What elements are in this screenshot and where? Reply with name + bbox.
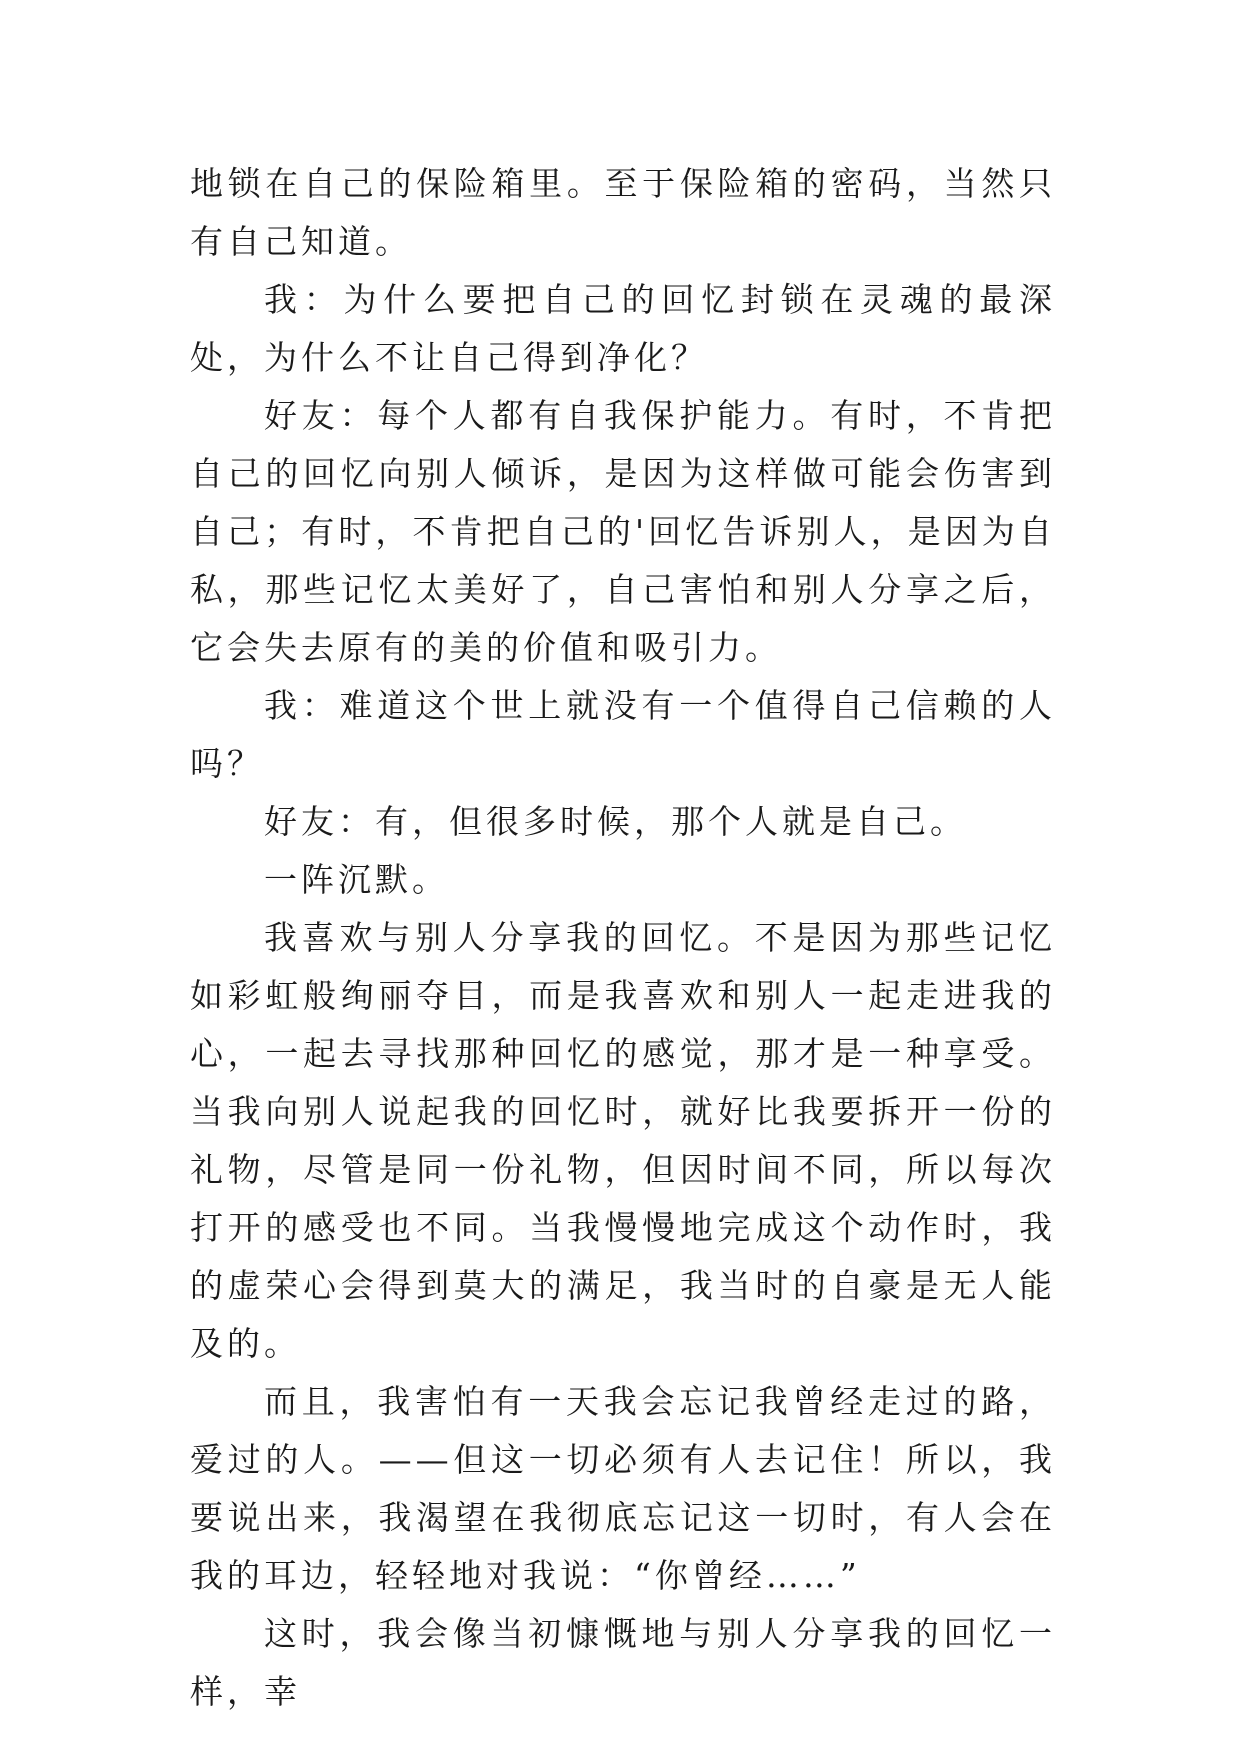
document-body [190,155,1056,1721]
paragraph: 一阵沉默。 [264,860,449,899]
paragraph: 好友：有，但很多时候，那个人就是自己。 [264,802,967,841]
paragraph: 我喜欢与别人分享我的回忆。不是因为那些记忆如彩虹般绚丽夺目，而是我喜欢和别人一起走进我的心，一起去寻找那种回忆的感觉，那才是一种享受。当我向别人说起我的回忆时，就好比我要拆开一份的礼物，尽管是同一份礼物，但因时间不同，所以每次打开的感受也不同。当我慢慢地完成这个动作时，我的虚荣心会得到莫大的满足，我当时的自豪是无人能及的。 [190,918,1056,1363]
paragraph: 我：难道这个世上就没有一个值得自己信赖的人吗？ [190,686,1056,783]
paragraph: 我：为什么要把自己的回忆封锁在灵魂的最深处，为什么不让自己得到净化？ [190,280,1056,377]
paragraph: 而且，我害怕有一天我会忘记我曾经走过的路，爱过的人。——但这一切必须有人去记住！所以，我要说出来，我渴望在我彻底忘记这一切时，有人会在我的耳边，轻轻地对我说：“你曾经……” [190,1382,1056,1595]
paragraph: 地锁在自己的保险箱里。至于保险箱的密码，当然只有自己知道。 [190,164,1056,261]
paragraph: 好友：每个人都有自我保护能力。有时，不肯把自己的回忆向别人倾诉，是因为这样做可能会伤害到自己；有时，不肯把自己的'回忆告诉别人，是因为自私，那些记忆太美好了，自己害怕和别人分享之后，它会失去原有的美的价值和吸引力。 [190,396,1056,667]
paragraph: 这时，我会像当初慷慨地与别人分享我的回忆一样，幸 [190,1614,1056,1711]
